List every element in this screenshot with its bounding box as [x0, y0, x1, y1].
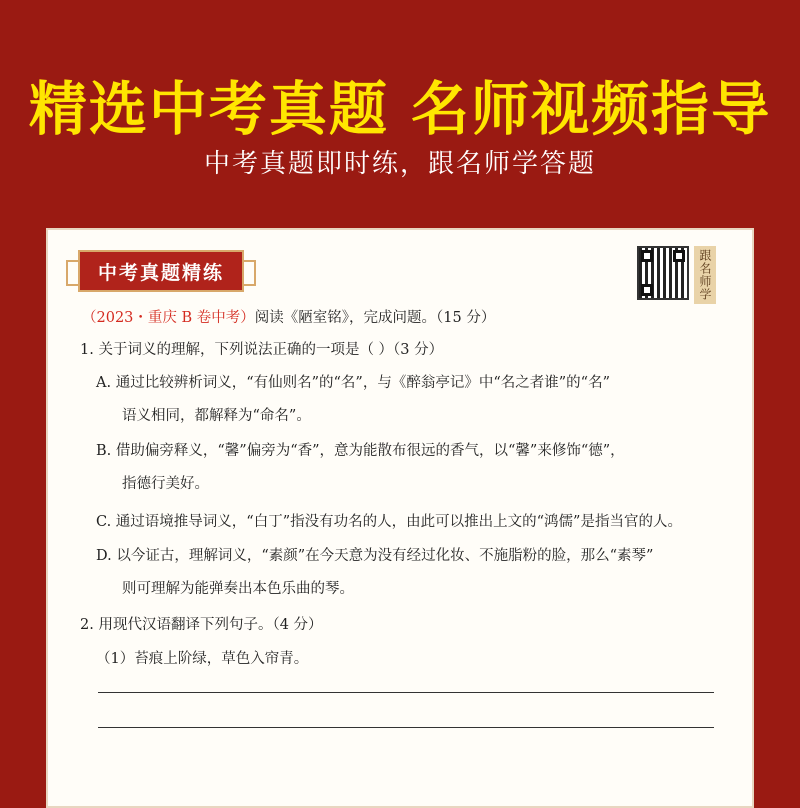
question-2-sub1: （1）苔痕上阶绿，草色入帘青。 [96, 651, 309, 667]
section-title: 中考真题精练 [78, 250, 244, 292]
answer-line[interactable] [98, 692, 714, 693]
reading-intro [82, 306, 495, 327]
option-d-line1: D. 以今证古，理解词义，“素颜”在今天意为没有经过化妆、不施脂粉的脸，那么“素琴” [96, 548, 654, 564]
option-c-line1: C. 通过语境推导词义，“白丁”指没有功名的人，由此可以推出上文的“鸿儒”是指当官的人。 [96, 514, 682, 530]
question-source: （2023・重庆 B 卷中考） [82, 310, 255, 326]
option-d-line2: 则可理解为能弹奏出本色乐曲的琴。 [122, 581, 354, 597]
question-2: 2. 用现代汉语翻译下列句子。（4 分） [80, 617, 323, 633]
option-b-line1: B. 借助偏旁释义，“馨”偏旁为“香”，意为能散布很远的香气，以“馨”来修饰“德”， [96, 443, 625, 459]
subheadline: 中考真题即时练，跟名师学答题 [203, 149, 596, 179]
option-a-line1: A. 通过比较辨析词义，“有仙则名”的“名”，与《醉翁亭记》中“名之者谁”的“名” [96, 375, 610, 391]
intro-text: 阅读《陋室铭》，完成问题。（15 分） [254, 310, 496, 326]
option-a-line2: 语义相同，都解释为“命名”。 [122, 408, 311, 424]
option-b-line2: 指德行美好。 [122, 476, 209, 492]
answer-line[interactable] [98, 727, 714, 728]
exam-sheet [46, 228, 754, 808]
headline: 精选中考真题 名师视频指导 [28, 75, 772, 143]
question-1: 1. 关于词义的理解，下列说法正确的一项是（ ）（3 分） [80, 342, 444, 358]
qr-tag-label: 跟名师学 [694, 246, 716, 304]
qr-code-icon[interactable] [637, 246, 689, 300]
